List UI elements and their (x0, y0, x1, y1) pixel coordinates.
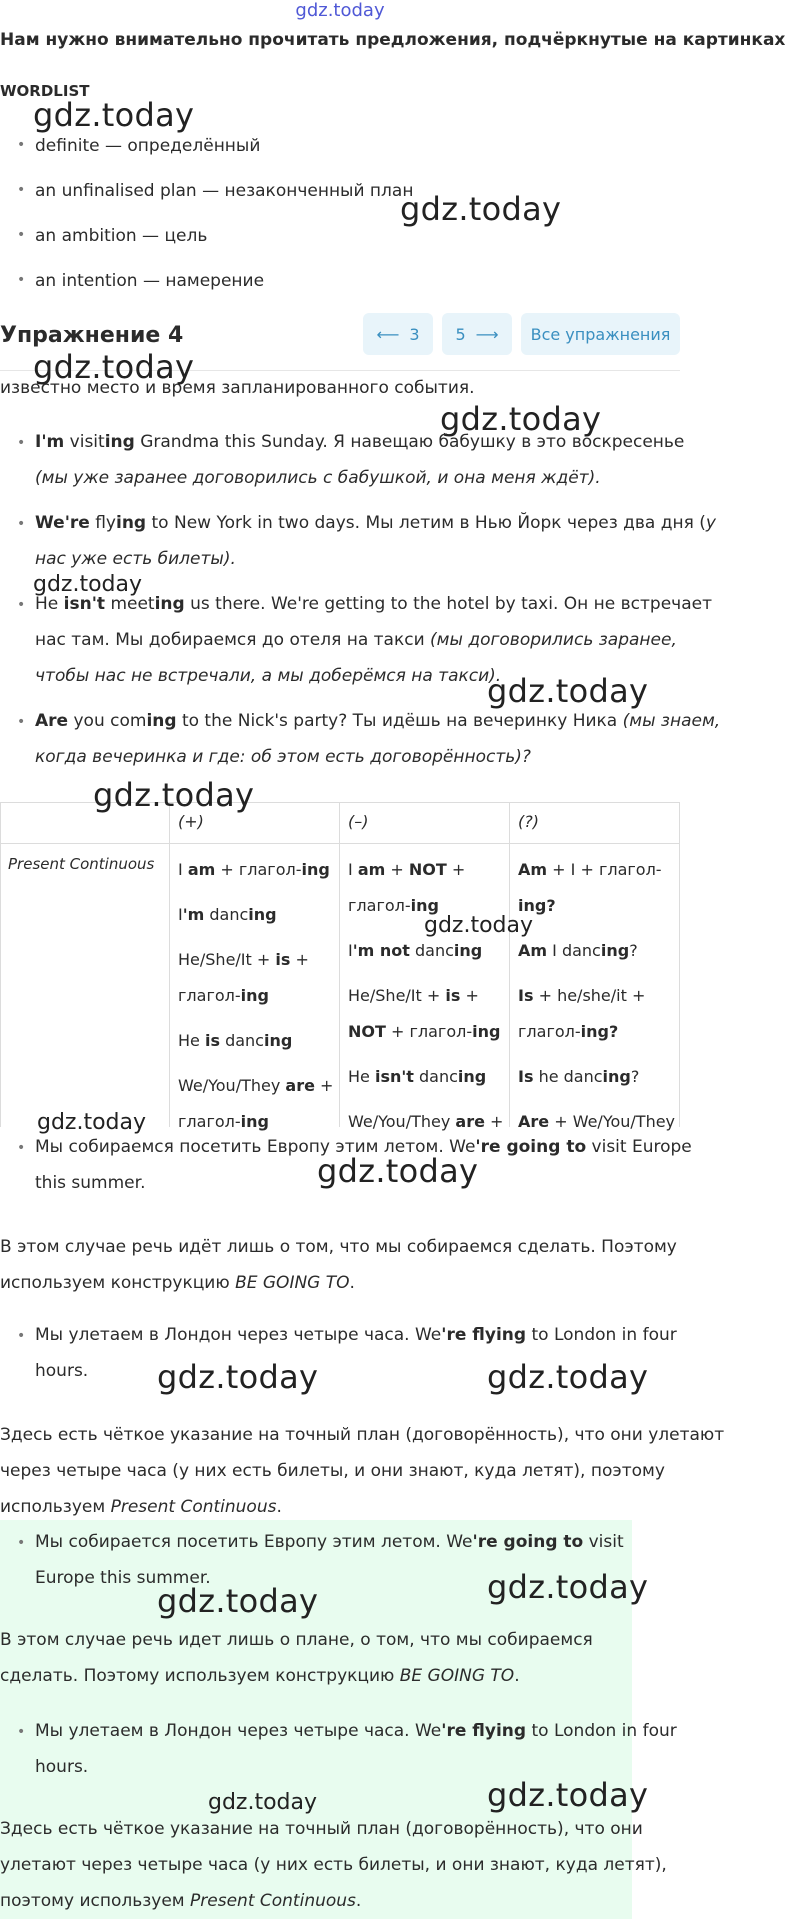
wordlist-item: • definite — определённый (35, 136, 260, 156)
text-part: us there. We're getting to the hotel by taxi. Он не встречает (184, 594, 712, 614)
b: ing (410, 896, 439, 915)
bold-word: ing (146, 711, 177, 731)
b: NOT (408, 860, 447, 879)
b: am (187, 860, 216, 879)
t: He (348, 1067, 375, 1086)
watermark: gdz.today (424, 913, 534, 938)
b: Am (518, 941, 548, 960)
t: danc (204, 905, 249, 924)
table-cell (348, 1014, 500, 1050)
example-line (35, 1524, 624, 1560)
text-part: Grandma this Sunday. Я навещаю бабушку в это воскресенье (134, 432, 685, 452)
paragraph: Здесь есть чёткое указание на точный план (договорённость), что они (0, 1819, 643, 1839)
b: ing (600, 941, 630, 960)
paragraph (0, 1883, 361, 1919)
t: BE GOING TO (235, 1273, 350, 1293)
b: Are (518, 1112, 550, 1131)
t: Present Continuous (110, 1497, 277, 1517)
text-part: visit (64, 432, 105, 452)
t: I danc (547, 941, 601, 960)
table-cell (348, 1104, 504, 1131)
t: + We/You/They (549, 1112, 676, 1131)
table-cell (178, 942, 309, 978)
t: + (484, 1112, 504, 1131)
wordlist-item: • an ambition — цель (35, 226, 207, 246)
example-line (35, 586, 712, 622)
example-line (35, 505, 716, 541)
text-part: to the Nick's party? Ты идёшь на вечеринку Ника (176, 711, 623, 731)
example-line (35, 424, 684, 460)
wordlist-title: WORDLIST (0, 82, 90, 100)
t: сделать. Поэтому используем конструкцию (0, 1666, 400, 1686)
bold-word: ing (116, 513, 147, 533)
table-header-minus: (–) (348, 812, 369, 831)
intro-text: Нам нужно внимательно прочитать предложения, подчёркнутые на картинках (0, 30, 785, 50)
b: 're going to (472, 1532, 584, 1552)
bold-word: We (35, 513, 65, 533)
b: ing (301, 860, 330, 879)
table-cell (178, 978, 269, 1014)
table-cell (178, 1068, 333, 1104)
exercise-title: Упражнение 4 (0, 323, 184, 348)
b: ing (602, 1067, 631, 1086)
text-part: (мы знаем, (622, 711, 721, 731)
watermark-top: gdz.today (295, 0, 385, 21)
paragraph: В этом случае речь идёт лишь о том, что мы собираемся сделать. Поэтому (0, 1237, 677, 1257)
b: ing? (580, 1022, 619, 1041)
b: ing (248, 905, 277, 924)
b: ing (240, 1112, 269, 1131)
watermark: gdz.today (93, 776, 255, 814)
b: 'm not (352, 941, 410, 960)
b: Am (518, 860, 548, 879)
b: is (275, 950, 291, 969)
watermark: gdz.today (440, 400, 602, 438)
b: is (445, 986, 461, 1005)
table-cell (178, 1023, 292, 1059)
t: to London in four (526, 1325, 677, 1345)
table-border (0, 843, 680, 844)
table-cell (178, 897, 277, 933)
b: ing (263, 1031, 293, 1050)
b: ing (240, 986, 269, 1005)
t: + (290, 950, 309, 969)
paragraph (0, 1265, 355, 1301)
b: 're going to (475, 1137, 587, 1157)
table-cell (348, 933, 482, 969)
table-cell (518, 1014, 618, 1050)
table-cell (348, 1059, 486, 1095)
table-header-plus: (+) (178, 812, 204, 831)
t: Мы собираемся посетить Европу этим летом. We (35, 1137, 476, 1157)
paragraph: улетают через четыре часа (у них есть билеты, и они знают, куда летят), (0, 1855, 667, 1875)
bold-word: Are (35, 711, 69, 731)
t: используем конструкцию (0, 1273, 236, 1293)
watermark: gdz.today (208, 1790, 318, 1815)
bold-word: isn't (63, 594, 106, 614)
b: 're flying (441, 1325, 527, 1345)
bold-word: I (35, 432, 42, 452)
t: + (460, 986, 479, 1005)
t: глагол- (348, 896, 411, 915)
t: . (349, 1273, 355, 1293)
t: danc (413, 1067, 458, 1086)
t: глагол- (518, 1022, 581, 1041)
t: + (314, 1076, 334, 1095)
table-border (679, 802, 680, 1127)
b: ing (453, 941, 483, 960)
watermark: gdz.today (487, 1358, 649, 1396)
table-cell (518, 978, 645, 1014)
paragraph: Здесь есть чёткое указание на точный план (договорённость), что они улетают (0, 1425, 725, 1445)
t: visit Europe (586, 1137, 692, 1157)
watermark: gdz.today (37, 1110, 147, 1135)
t: + he/she/it + (533, 986, 646, 1005)
example-line (35, 703, 720, 739)
table-cell (348, 978, 479, 1014)
bold-word: 're (64, 513, 90, 533)
text-part: fly (89, 513, 116, 533)
b: isn't (374, 1067, 414, 1086)
prev-exercise-label: 3 (409, 324, 420, 344)
text-part: meet (105, 594, 155, 614)
watermark: gdz.today (157, 1582, 319, 1620)
arrow-right-icon: ⟶ (475, 324, 499, 344)
t: BE GOING TO (399, 1666, 515, 1686)
example-line (35, 1713, 677, 1749)
table-border (169, 802, 170, 1127)
bold-word: 'm (41, 432, 65, 452)
t: He (178, 1031, 205, 1050)
example-line (35, 1317, 677, 1353)
t: He/She/It + (178, 950, 276, 969)
t: + (385, 860, 409, 879)
t: he danc (533, 1067, 603, 1086)
b: ing (472, 1022, 501, 1041)
all-exercises-button[interactable] (521, 313, 680, 355)
table-border (509, 802, 510, 1127)
table-cell (178, 852, 330, 888)
watermark: gdz.today (33, 96, 195, 134)
t: используем (0, 1497, 111, 1517)
t: danc (219, 1031, 264, 1050)
bold-word: ing (104, 432, 135, 452)
table-header-question: (?) (518, 812, 539, 831)
t: Мы собирается посетить Европу этим летом. We (35, 1532, 473, 1552)
table-cell (518, 1059, 639, 1095)
t: ? (630, 1067, 640, 1086)
text-part: to New York in two days. Мы летим в Нью Йорк через два дня ( (146, 513, 706, 533)
watermark: gdz.today (317, 1152, 479, 1190)
table-row-label: Present Continuous (8, 855, 155, 873)
watermark: gdz.today (400, 190, 562, 228)
b: ing? (518, 896, 556, 915)
example-line: когда вечеринка и где: об этом есть договорённость)? (35, 747, 531, 767)
table-cell (518, 852, 662, 888)
b: 'm (182, 905, 205, 924)
bold-word: ing (154, 594, 185, 614)
paragraph: известно место и время запланированного события. (0, 378, 475, 398)
example-line: нас уже есть билеты). (35, 549, 236, 569)
t: I (348, 941, 353, 960)
t: . (355, 1891, 362, 1911)
table-cell (178, 1104, 269, 1131)
t: . (514, 1666, 520, 1686)
text-part: нас там. Мы добираемся до отеля на такси (35, 630, 431, 650)
paragraph: В этом случае речь идет лишь о плане, о том, что мы собираемся (0, 1630, 593, 1650)
t: Мы улетаем в Лондон через четыре часа. We (35, 1721, 442, 1741)
t: + глагол- (215, 860, 302, 879)
t: Мы улетаем в Лондон через четыре часа. We (35, 1325, 442, 1345)
example-line: hours. (35, 1361, 89, 1381)
t: поэтому используем (0, 1891, 191, 1911)
t: I (348, 860, 358, 879)
example-line: this summer. (35, 1173, 146, 1193)
t: глагол- (178, 986, 241, 1005)
t: глагол- (178, 1112, 241, 1131)
next-exercise-button[interactable] (442, 313, 512, 355)
table-cell (348, 852, 465, 888)
paragraph: через четыре часа (у них есть билеты, и они знают, куда летят), поэтому (0, 1461, 665, 1481)
b: are (285, 1076, 315, 1095)
t: I (178, 905, 183, 924)
b: Is (518, 1067, 534, 1086)
watermark: gdz.today (33, 572, 143, 597)
b: is (204, 1031, 220, 1050)
watermark: gdz.today (487, 1776, 649, 1814)
t: We/You/They (178, 1076, 286, 1095)
watermark: gdz.today (33, 348, 195, 386)
b: am (357, 860, 386, 879)
b: are (455, 1112, 485, 1131)
example-line: hours. (35, 1757, 89, 1777)
wordlist-item: • an unfinalised plan — незаконченный план (35, 181, 413, 201)
t: visit (583, 1532, 624, 1552)
table-cell (518, 933, 638, 969)
example-line: Europe this summer. (35, 1568, 211, 1588)
wordlist-item: • an intention — намерение (35, 271, 264, 291)
t: I (178, 860, 188, 879)
text-part: у (705, 513, 716, 533)
b: NOT (348, 1022, 386, 1041)
t: danc (409, 941, 454, 960)
watermark: gdz.today (487, 672, 649, 710)
t: He/She/It + (348, 986, 446, 1005)
b: 're flying (441, 1721, 527, 1741)
text-part: (мы договорились заранее, (430, 630, 677, 650)
all-exercises-label: Все упражнения (530, 324, 671, 344)
t: Present Continuous (190, 1891, 356, 1911)
table-cell (518, 888, 556, 924)
paragraph (0, 1658, 520, 1694)
b: ing (457, 1067, 487, 1086)
example-line: чтобы нас не встречали, а мы доберёмся на такси). (35, 666, 502, 686)
table-cell (518, 1104, 676, 1131)
table-border (339, 802, 340, 1127)
t: + I + глагол- (547, 860, 662, 879)
arrow-left-icon: ⟵ (376, 324, 400, 344)
t: + (446, 860, 466, 879)
table-border (0, 802, 1, 1127)
t: We/You/They (348, 1112, 456, 1131)
t: to London in four (526, 1721, 677, 1741)
text-part: you com (68, 711, 147, 731)
example-line (35, 622, 677, 658)
next-exercise-label: 5 (455, 324, 466, 344)
prev-exercise-button[interactable] (363, 313, 433, 355)
t: + глагол- (385, 1022, 473, 1041)
watermark: gdz.today (487, 1568, 649, 1606)
t: ? (629, 941, 638, 960)
text-part: He (35, 594, 64, 614)
example-line: (мы уже заранее договорились с бабушкой, и она меня ждёт). (35, 468, 601, 488)
watermark: gdz.today (157, 1358, 319, 1396)
t: . (276, 1497, 282, 1517)
b: Is (518, 986, 534, 1005)
